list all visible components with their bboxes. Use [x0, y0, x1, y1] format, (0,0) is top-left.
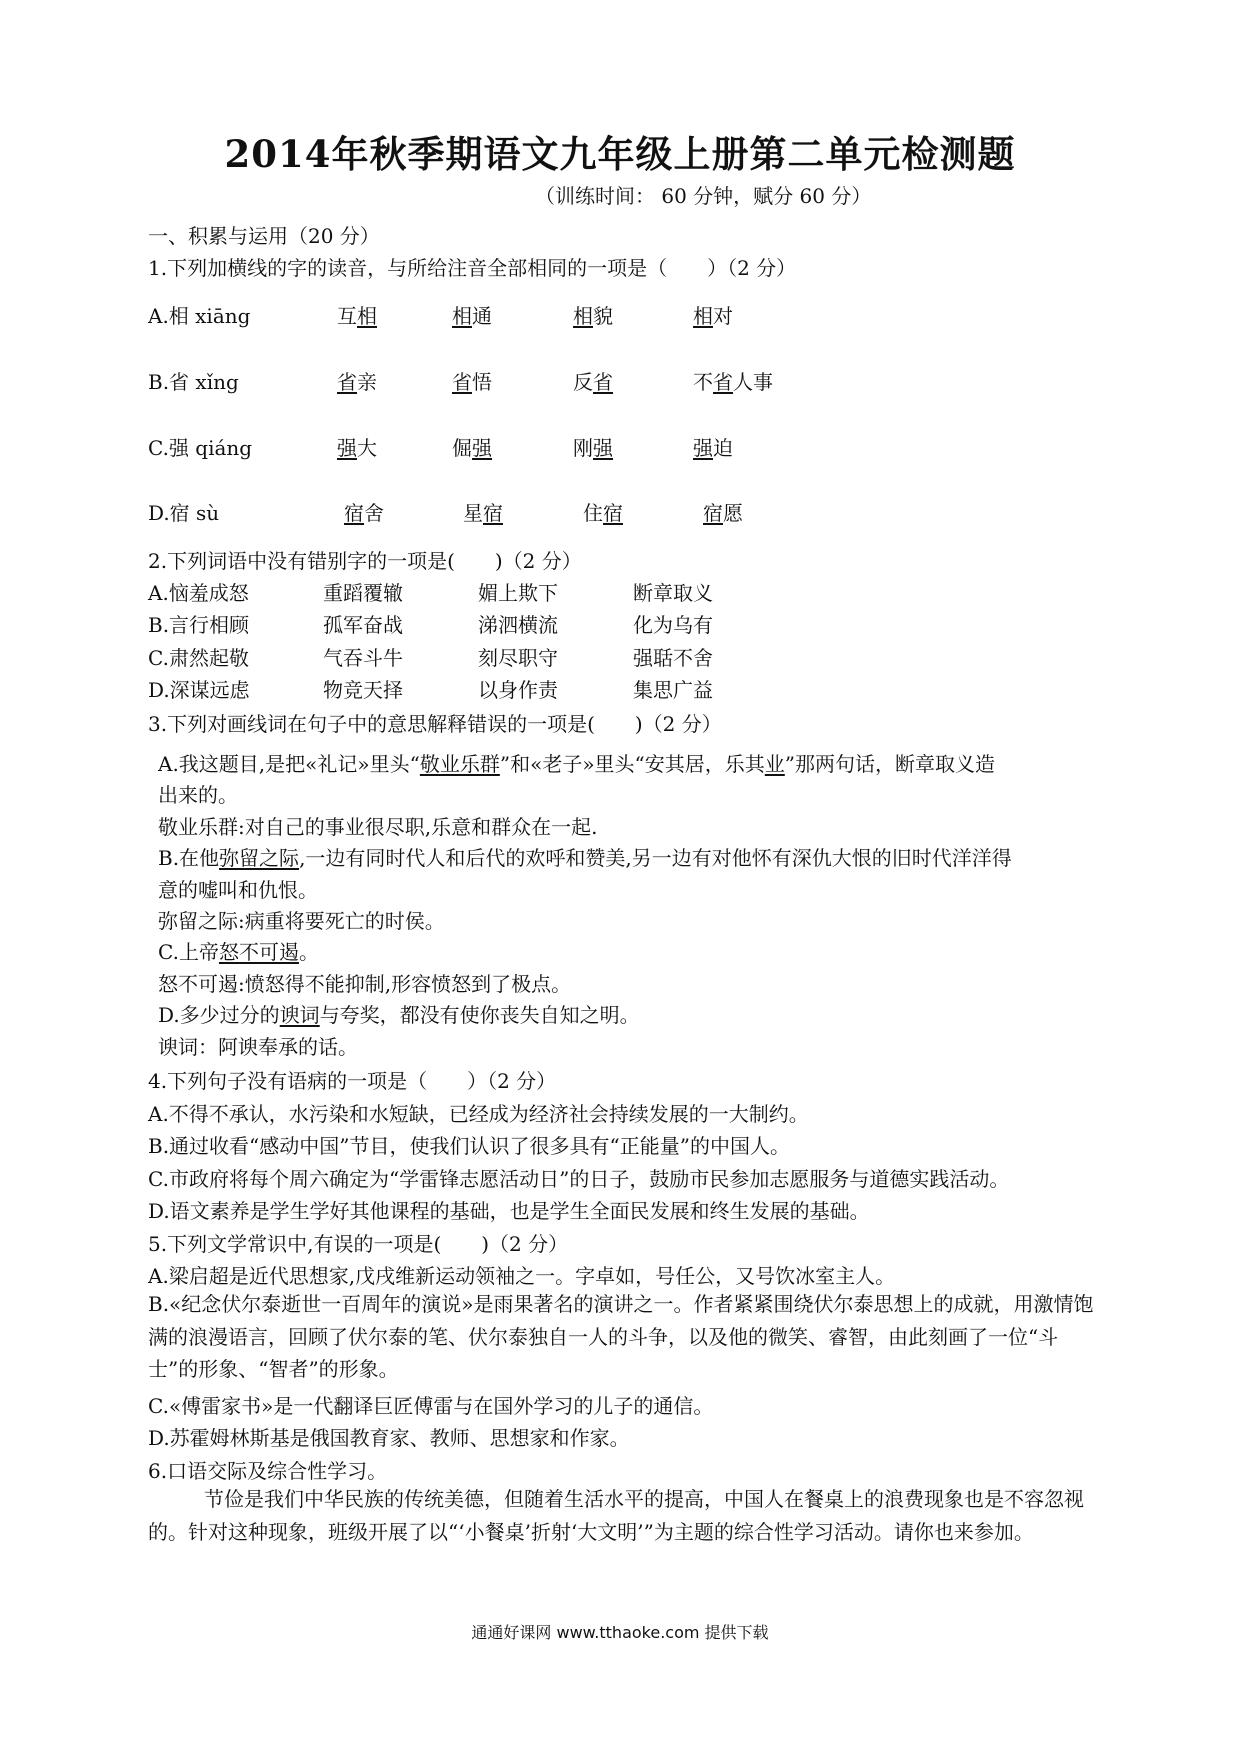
q2-word: 集思广益 [633, 678, 713, 702]
underlined-char: 相 [573, 304, 593, 328]
q1-option-word [452, 432, 492, 461]
q6-paragraph: 节俭是我们中华民族的传统美德，但随着生活水平的提高，中国人在餐桌上的浪费现象也是不容忽视的。针对这种现象，班级开展了以“‘小餐桌’折射‘大文明’”为主题的综合性学习活动。请你也来参加。 [148, 1487, 1084, 1544]
q1-option-word [337, 300, 377, 329]
q1-option-label: D.宿 sù [148, 501, 220, 525]
underlined-char: 相 [357, 304, 377, 328]
underlined-char: 省 [713, 370, 733, 394]
q3-option-c [158, 936, 319, 965]
q2-word: 断章取义 [633, 581, 713, 605]
text: 亲 [357, 370, 377, 394]
q4-option-c: C.市政府将每个周六确定为“学雷锋志愿活动日”的日子，鼓励市民参加志愿服务与道德实践活动。 [148, 1167, 1010, 1191]
text: 大 [357, 436, 377, 460]
q2-option: B.言行相顾 [148, 613, 250, 637]
text: 与夸奖，都没有使你丧失自知之明。 [319, 1003, 640, 1027]
q3-option-c-gloss: 怒不可遏:愤怒得不能抑制,形容愤怒到了极点。 [158, 972, 572, 996]
underlined-word: 弥留之际 [219, 846, 300, 870]
q4-stem: 4.下列句子没有语病的一项是（ ）（2 分） [148, 1069, 557, 1093]
q2-word: 媚上欺下 [478, 581, 558, 605]
q2-word: 化为乌有 [633, 613, 713, 637]
text: ”和«老子»里头“安其居，乐其 [499, 752, 765, 776]
text: 互 [337, 304, 357, 328]
q2-option: D.深谋远虑 [148, 678, 250, 702]
text: ,一边有同时代人和后代的欢呼和赞美,另一边有对他怀有深仇大恨的旧时代洋洋得 [299, 846, 1012, 870]
q2-word: 孤军奋战 [323, 613, 403, 637]
q4-option-b: B.通过收看“感动中国”节目，使我们认识了很多具有“正能量”的中国人。 [148, 1134, 790, 1158]
underlined-char: 宿 [344, 501, 364, 525]
q2-word: 强聒不舍 [633, 646, 713, 670]
q3-option-b-gloss: 弥留之际:病重将要死亡的时侯。 [158, 909, 445, 933]
q1-option-word [693, 432, 733, 461]
underlined-char: 相 [452, 304, 472, 328]
q1-option-word [573, 432, 613, 461]
underlined-char: 相 [693, 304, 713, 328]
q2-option: A.恼羞成怒 [148, 581, 249, 605]
text: 人事 [733, 370, 773, 394]
text: C.上帝 [158, 940, 219, 964]
q2-word: 重蹈覆辙 [323, 581, 403, 605]
q1-option-word [337, 366, 377, 395]
underlined-char: 省 [452, 370, 472, 394]
q3-option-d-gloss: 谀词：阿谀奉承的话。 [158, 1035, 358, 1059]
underlined-char: 强 [337, 436, 357, 460]
q2-stem: 2.下列词语中没有错别字的一项是( )（2 分） [148, 549, 582, 573]
underlined-char: 宿 [603, 501, 623, 525]
text: 愿 [723, 501, 743, 525]
q3-option-d [158, 999, 640, 1028]
q1-option-word [573, 366, 613, 395]
underlined-char: 省 [593, 370, 613, 394]
q5-option-c: C.«傅雷家书»是一代翻译巨匠傅雷与在国外学习的儿子的通信。 [148, 1394, 714, 1418]
text: 悟 [472, 370, 492, 394]
q3-option-a [158, 748, 995, 777]
q2-word: 以身作责 [478, 678, 558, 702]
underlined-char: 省 [337, 370, 357, 394]
text: 倔 [452, 436, 472, 460]
subtitle: （训练时间： 60 分钟，赋分 60 分） [535, 184, 872, 208]
text: ”那两句话，断章取义造 [784, 752, 996, 776]
q2-word: 物竞天择 [323, 678, 403, 702]
text: 不 [693, 370, 713, 394]
q2-word: 涕泗横流 [478, 613, 558, 637]
q1-option-word [693, 300, 733, 329]
q1-option-word [703, 497, 743, 526]
q1-stem: 1.下列加横线的字的读音，与所给注音全部相同的一项是（ ）（2 分） [148, 256, 797, 280]
q3-option-b [158, 842, 1012, 871]
text: 舍 [364, 501, 384, 525]
text: D.多少过分的 [158, 1003, 280, 1027]
q5-option-a: A.梁启超是近代思想家,戊戌维新运动领袖之一。字卓如，号任公，又号饮冰室主人。 [148, 1264, 896, 1288]
q4-option-a: A.不得不承认，水污染和水短缺，已经成为经济社会持续发展的一大制约。 [148, 1102, 809, 1126]
q1-option-label: C.强 qiáng [148, 436, 253, 460]
q1-option-word [573, 300, 613, 329]
q1-option-word [463, 497, 503, 526]
text: 通 [472, 304, 492, 328]
q5-option-d: D.苏霍姆林斯基是俄国教育家、教师、思想家和作家。 [148, 1426, 630, 1450]
q2-option: C.肃然起敬 [148, 646, 249, 670]
q3-option-a-cont: 出来的。 [158, 783, 238, 807]
text: 反 [573, 370, 593, 394]
text: A.我这题目,是把«礼记»里头“ [158, 752, 420, 776]
underlined-word: 业 [764, 752, 785, 776]
text: 刚 [573, 436, 593, 460]
text: 迫 [713, 436, 733, 460]
q1-option-word [344, 497, 384, 526]
footer-credit: 通通好课网 www.tthaoke.com 提供下载 [471, 1623, 769, 1642]
underlined-char: 宿 [703, 501, 723, 525]
q3-stem: 3.下列对画线词在句子中的意思解释错误的一项是( )（2 分） [148, 712, 722, 736]
underlined-char: 强 [472, 436, 492, 460]
underlined-word: 谀词 [279, 1003, 320, 1027]
q1-option-label: A.相 xiāng [148, 304, 251, 328]
q1-option-word [693, 366, 773, 395]
q1-option-word [337, 432, 377, 461]
q3-option-b-cont: 意的嘘叫和仇恨。 [158, 878, 318, 902]
text: 貌 [593, 304, 613, 328]
text: 。 [298, 940, 319, 964]
q5-stem: 5.下列文学常识中,有误的一项是( )（2 分） [148, 1232, 569, 1256]
q1-option-word [452, 366, 492, 395]
text: 住 [583, 501, 603, 525]
q1-option-word [583, 497, 623, 526]
section-heading: 一、积累与运用（20 分） [148, 224, 380, 248]
underlined-char: 强 [693, 436, 713, 460]
page-title: 2014年秋季期语文九年级上册第二单元检测题 [224, 132, 1016, 176]
underlined-word: 敬业乐群 [419, 752, 500, 776]
q1-option-label: B.省 xǐng [148, 370, 239, 394]
text: B.在他 [158, 846, 220, 870]
q4-option-d: D.语文素养是学生学好其他课程的基础，也是学生全面民发展和终生发展的基础。 [148, 1199, 870, 1223]
q2-word: 气吞斗牛 [323, 646, 403, 670]
underlined-char: 宿 [483, 501, 503, 525]
text: 星 [463, 501, 483, 525]
q2-word: 刻尽职守 [478, 646, 558, 670]
text: 对 [713, 304, 733, 328]
q1-option-word [452, 300, 492, 329]
underlined-word: 怒不可遏 [218, 940, 299, 964]
q6-stem: 6.口语交际及综合性学习。 [148, 1459, 388, 1483]
underlined-char: 强 [593, 436, 613, 460]
q3-option-a-gloss: 敬业乐群:对自己的事业很尽职,乐意和群众在一起. [158, 815, 598, 839]
q5-option-b: B.«纪念伏尔泰逝世一百周年的演说»是雨果著名的演讲之一。作者紧紧围绕伏尔泰思想上的成就，用激情饱满的浪漫语言，回顾了伏尔泰的笔、伏尔泰独自一人的斗争，以及他的微笑、睿智，由此刻画了一位“斗士”的形象、“智者”的形象。 [148, 1292, 1094, 1381]
